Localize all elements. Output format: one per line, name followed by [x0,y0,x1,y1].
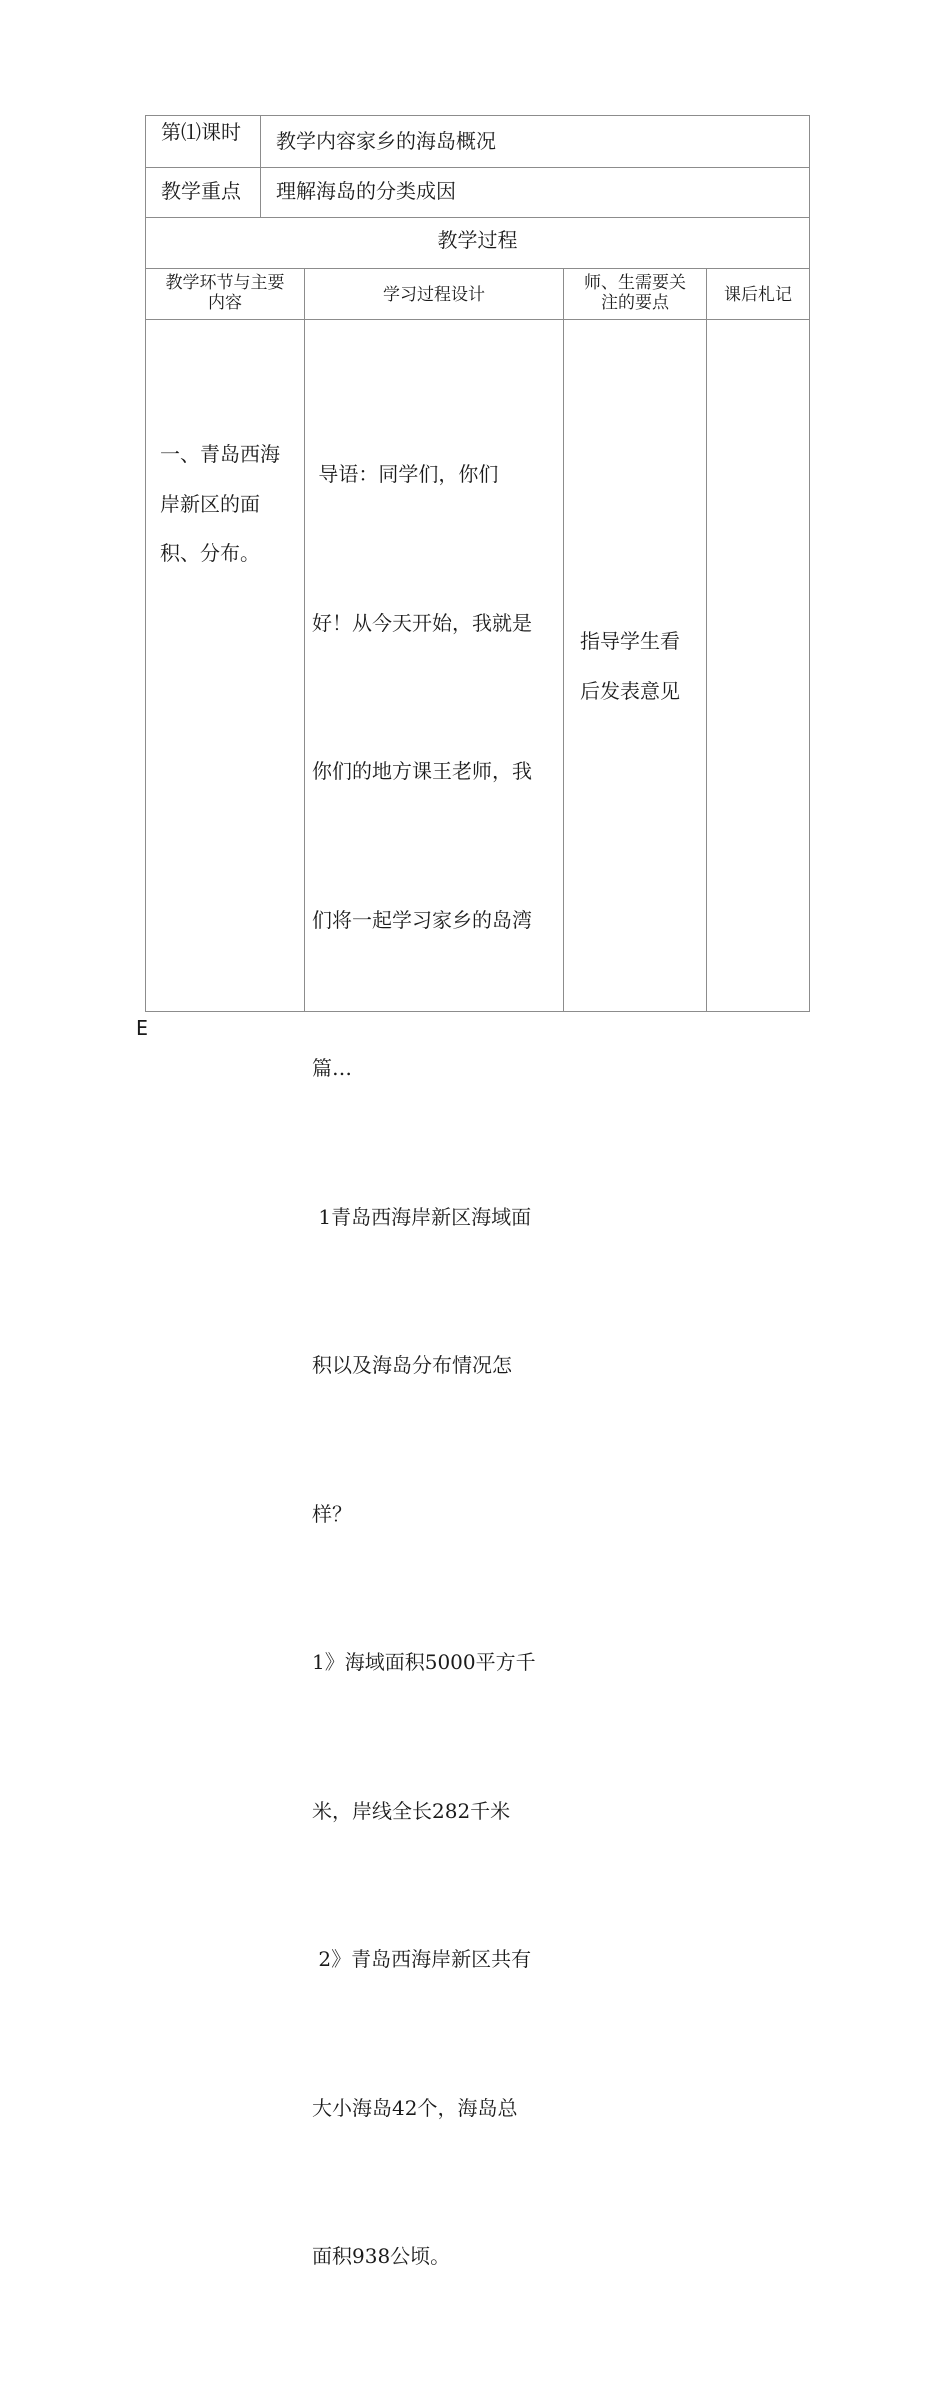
text-line: 岸新区的面 [160,491,260,516]
header-line: 师、生需要关 [584,273,686,293]
lesson-table [145,115,810,2268]
focus-content [580,617,680,716]
text-line: 大小海岛42个，海岛总 [312,2095,518,2120]
text-line: 米，岸线全长282千米 [312,1798,511,1823]
column-header-design: 学习过程设计 [383,285,485,305]
col-divider [304,268,305,1012]
footer-mark: E [136,1016,149,1040]
text-line: 面积938公顷。 [312,2244,451,2268]
column-header-focus [564,273,706,313]
text-line: 积、分布。 [160,541,260,565]
text-line: 样？ [312,1501,352,1526]
col-divider [260,115,261,217]
section-title: 教学过程 [437,228,518,252]
text-line: 篇… [312,1056,352,1080]
row-divider [145,268,810,269]
text-line: 好！从今天开始，我就是 [312,610,532,635]
text-line: 2》青岛西海岸新区共有 [312,1947,532,1971]
table-border-top [145,115,810,116]
text-line: 导语：同学们，你们 [312,462,499,486]
text-line: 你们的地方课王老师，我 [312,759,532,783]
header-line: 内容 [208,293,242,313]
period-label: 第⑴课时 [161,120,241,144]
col-divider [706,268,707,1012]
row-divider [145,319,810,320]
header-line: 教学环节与主要 [165,273,285,293]
text-line: 指导学生看 [580,629,680,653]
focus-label: 教学重点 [161,179,241,203]
col-divider [563,268,564,1012]
design-content [312,351,536,2381]
text-line: 1》海域面积5000平方千 [312,1650,536,1674]
row-divider [145,167,810,168]
focus-value: 理解海岛的分类成因 [276,179,456,203]
text-line: 一、青岛西海 [160,442,280,466]
content-label: 教学内容家乡的海岛概况 [276,129,496,153]
row-divider [145,217,810,218]
segment-content [160,430,280,579]
text-line: 们将一起学习家乡的岛湾 [312,907,532,932]
column-header-segment [145,273,305,313]
text-line: 积以及海岛分布情况怎 [312,1353,512,1377]
text-line: 后发表意见 [580,678,680,703]
header-line: 注的要点 [601,293,669,313]
column-header-notes: 课后札记 [724,285,792,305]
text-line: 1青岛西海岸新区海域面 [312,1204,532,1229]
